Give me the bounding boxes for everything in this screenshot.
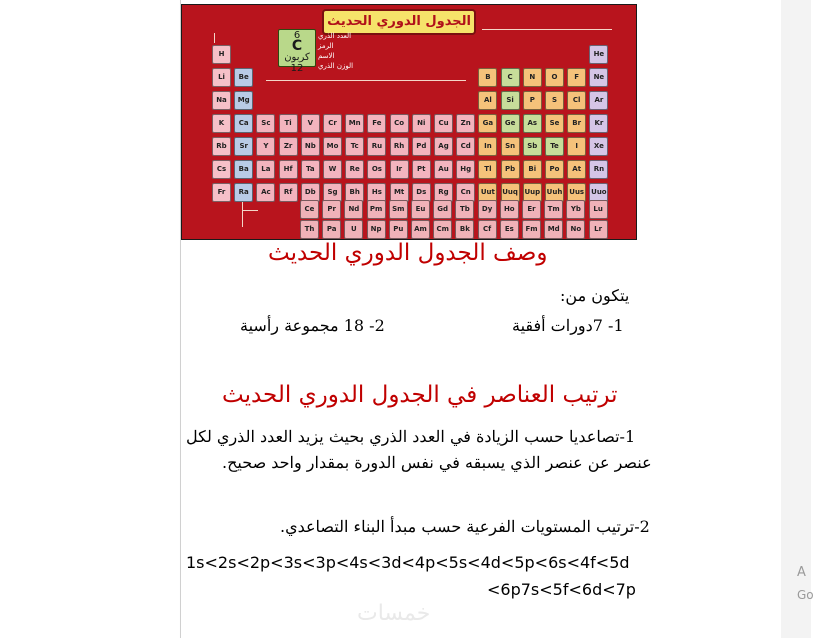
element-cell: Cr	[323, 114, 342, 133]
element-cell: Sc	[256, 114, 275, 133]
lanthanide-cell: Pm	[367, 200, 386, 219]
element-cell: Bi	[523, 160, 542, 179]
element-cell: Ra	[234, 183, 253, 202]
element-cell: Al	[478, 91, 497, 110]
section-heading-description: وصف الجدول الدوري الحديث	[268, 240, 548, 266]
element-cell: Cn	[456, 183, 475, 202]
element-cell: In	[478, 137, 497, 156]
element-cell: H	[212, 45, 231, 64]
sample-mass: 12	[290, 63, 304, 74]
element-cell: Mt	[390, 183, 409, 202]
element-cell: Ac	[256, 183, 275, 202]
element-cell: Na	[212, 91, 231, 110]
element-cell: He	[589, 45, 608, 64]
sample-key-label: الرمز	[318, 42, 334, 50]
sample-key-label: الوزن الذري	[318, 62, 354, 70]
element-cell: Sr	[234, 137, 253, 156]
actinide-cell: Pu	[389, 220, 408, 239]
actinide-cell: Th	[300, 220, 319, 239]
element-cell: Te	[545, 137, 564, 156]
actinide-cell: Md	[544, 220, 563, 239]
element-cell: N	[523, 68, 542, 87]
element-cell: As	[523, 114, 542, 133]
element-cell: Cl	[567, 91, 586, 110]
sample-number: 6	[293, 30, 301, 41]
element-cell: Hs	[367, 183, 386, 202]
lanthanide-cell: Pr	[322, 200, 341, 219]
lanthanide-cell: Sm	[389, 200, 408, 219]
lanthanide-cell: Eu	[411, 200, 430, 219]
actinide-cell: Es	[500, 220, 519, 239]
sample-symbol: C	[291, 38, 303, 54]
element-cell: F	[567, 68, 586, 87]
sample-key-label: العدد الذري	[318, 32, 352, 40]
paragraph-1-line-2: عنصر عن عنصر الذي يسبقه في نفس الدورة بمقدار واحد صحيح.	[222, 453, 652, 472]
element-cell: Re	[345, 160, 364, 179]
element-cell: Se	[545, 114, 564, 133]
element-cell: Mg	[234, 91, 253, 110]
element-cell: Kr	[589, 114, 608, 133]
element-cell: Co	[390, 114, 409, 133]
actinide-cell: Cm	[433, 220, 452, 239]
element-cell: Db	[301, 183, 320, 202]
element-cell: Rn	[589, 160, 608, 179]
element-cell: Ir	[390, 160, 409, 179]
element-cell: C	[501, 68, 520, 87]
sublevel-sequence-line-1: 1s<2s<2p<3s<3p<4s<3d<4p<5s<4d<5p<6s<4f<5d	[186, 553, 630, 572]
element-cell: Li	[212, 68, 231, 87]
element-cell: Nb	[301, 137, 320, 156]
periodic-table-title: الجدول الدوري الحديث	[322, 9, 476, 35]
intro-text: يتكون من:	[560, 286, 630, 305]
lanthanide-cell: Nd	[344, 200, 363, 219]
element-cell: Zn	[456, 114, 475, 133]
element-cell: Tc	[345, 137, 364, 156]
watermark-logo: خمسات	[357, 601, 431, 626]
element-cell: Zr	[279, 137, 298, 156]
element-cell: Cu	[434, 114, 453, 133]
actinide-cell: Cf	[478, 220, 497, 239]
section-heading-arrangement: ترتيب العناصر في الجدول الدوري الحديث	[222, 382, 618, 408]
element-cell: Be	[234, 68, 253, 87]
element-cell: B	[478, 68, 497, 87]
element-cell: Rf	[279, 183, 298, 202]
element-cell: Ca	[234, 114, 253, 133]
element-cell: Ar	[589, 91, 608, 110]
element-cell: Ge	[501, 114, 520, 133]
sublevel-sequence-line-2: <6p7s<5f<6d<7p	[487, 580, 636, 599]
lanthanide-cell: Yb	[566, 200, 585, 219]
sample-key-label: الاسم	[318, 52, 335, 60]
element-cell: Ta	[301, 160, 320, 179]
element-cell: Rb	[212, 137, 231, 156]
element-cell: Fr	[212, 183, 231, 202]
element-cell: La	[256, 160, 275, 179]
periodic-table-image	[181, 4, 637, 240]
element-cell: Cd	[456, 137, 475, 156]
element-cell: Pd	[412, 137, 431, 156]
element-cell: Rh	[390, 137, 409, 156]
sample-element-card	[278, 29, 316, 74]
element-cell: Uuq	[501, 183, 520, 202]
element-cell: Mn	[345, 114, 364, 133]
paragraph-2: 2-ترتيب المستويات الفرعية حسب مبدأ البناء التصاعدي.	[280, 517, 650, 536]
lanthanide-cell: Gd	[433, 200, 452, 219]
element-cell: Hg	[456, 160, 475, 179]
lanthanide-cell: Er	[522, 200, 541, 219]
element-cell: Si	[501, 91, 520, 110]
element-cell: Uut	[478, 183, 497, 202]
element-cell: Ni	[412, 114, 431, 133]
element-cell: S	[545, 91, 564, 110]
element-cell: At	[567, 160, 586, 179]
actinide-cell: Bk	[455, 220, 474, 239]
list-item-periods: 1- 7دورات أفقية	[512, 316, 624, 335]
side-panel	[781, 0, 811, 638]
element-cell: Fe	[367, 114, 386, 133]
element-cell: Ga	[478, 114, 497, 133]
element-cell: Ds	[412, 183, 431, 202]
element-cell: P	[523, 91, 542, 110]
actinide-cell: Fm	[522, 220, 541, 239]
actinide-cell: Pa	[322, 220, 341, 239]
element-cell: Bh	[345, 183, 364, 202]
element-cell: V	[301, 114, 320, 133]
lanthanide-cell: Ce	[300, 200, 319, 219]
side-panel-text: Go	[797, 588, 814, 602]
actinide-cell: Am	[411, 220, 430, 239]
element-cell: W	[323, 160, 342, 179]
element-cell: Hf	[279, 160, 298, 179]
element-cell: Au	[434, 160, 453, 179]
element-cell: Po	[545, 160, 564, 179]
element-cell: Rg	[434, 183, 453, 202]
element-cell: Ba	[234, 160, 253, 179]
element-cell: Ag	[434, 137, 453, 156]
element-cell: Sn	[501, 137, 520, 156]
side-panel-letter: A	[797, 565, 806, 580]
element-cell: Cs	[212, 160, 231, 179]
actinide-cell: No	[566, 220, 585, 239]
element-cell: Pb	[501, 160, 520, 179]
lanthanide-cell: Tb	[455, 200, 474, 219]
element-cell: Uup	[523, 183, 542, 202]
lanthanide-cell: Ho	[500, 200, 519, 219]
element-cell: Pt	[412, 160, 431, 179]
element-cell: I	[567, 137, 586, 156]
lanthanide-cell: Dy	[478, 200, 497, 219]
element-cell: Ne	[589, 68, 608, 87]
element-cell: Uuh	[545, 183, 564, 202]
element-cell: Tl	[478, 160, 497, 179]
actinide-cell: U	[344, 220, 363, 239]
element-cell: Xe	[589, 137, 608, 156]
lanthanide-cell: Tm	[544, 200, 563, 219]
lanthanide-cell: Lu	[589, 200, 608, 219]
element-cell: Y	[256, 137, 275, 156]
element-cell: Sg	[323, 183, 342, 202]
element-cell: Mo	[323, 137, 342, 156]
list-item-groups: 2- 18 مجموعة رأسية	[240, 316, 385, 335]
element-cell: Uus	[567, 183, 586, 202]
sample-key-list	[318, 31, 353, 71]
paragraph-1-line-1: 1-تصاعديا حسب الزيادة في العدد الذري بحيث يزيد العدد الذري لكل	[186, 427, 636, 446]
actinide-cell: Np	[367, 220, 386, 239]
element-cell: K	[212, 114, 231, 133]
element-cell: Uuo	[589, 183, 608, 202]
actinide-cell: Lr	[589, 220, 608, 239]
element-cell: Ti	[279, 114, 298, 133]
element-cell: O	[545, 68, 564, 87]
element-cell: Br	[567, 114, 586, 133]
element-cell: Sb	[523, 137, 542, 156]
element-cell: Os	[367, 160, 386, 179]
sample-name: كربون	[284, 52, 310, 63]
element-cell: Ru	[367, 137, 386, 156]
